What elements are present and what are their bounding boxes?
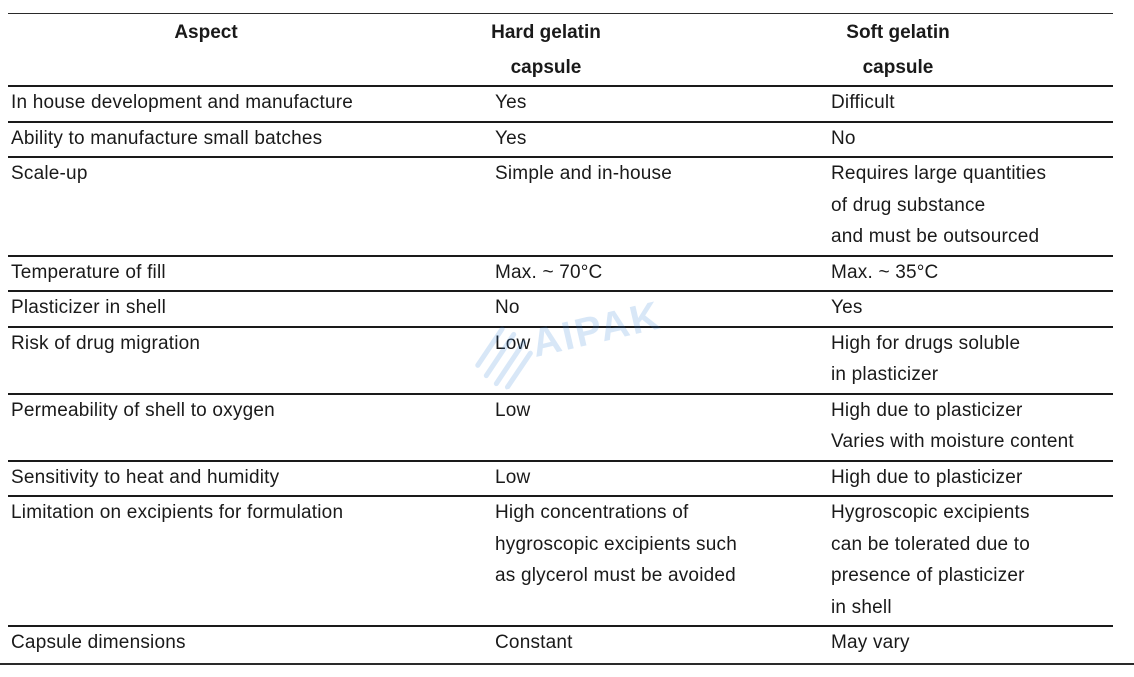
hard-gelatin-cell-line: Simple and in-house xyxy=(495,163,673,184)
table-row xyxy=(8,291,1113,327)
hard-gelatin-cell xyxy=(488,496,824,626)
watermark-text: AIPAK xyxy=(527,293,666,366)
aspect-cell xyxy=(8,626,488,661)
soft-gelatin-cell-line: Hygroscopic excipients xyxy=(831,502,1030,523)
aspect-cell xyxy=(8,496,488,626)
table-row xyxy=(8,327,1113,394)
table-row xyxy=(8,626,1113,661)
soft-gelatin-cell-line: No xyxy=(831,127,856,149)
table-row xyxy=(8,86,1113,122)
aspect-cell-line: Temperature of fill xyxy=(11,261,166,283)
hard-gelatin-cell xyxy=(488,122,824,158)
soft-gelatin-cell xyxy=(824,461,1113,497)
header-hard-line-2: capsule xyxy=(510,57,582,78)
aspect-cell-line: Capsule dimensions xyxy=(11,632,186,653)
soft-gelatin-cell-line: in plasticizer xyxy=(831,364,939,385)
header-aspect xyxy=(8,14,488,86)
table-body xyxy=(8,86,1113,661)
aspect-cell xyxy=(8,157,488,256)
hard-gelatin-cell xyxy=(488,461,824,497)
header-hard-line-1: Hard gelatin xyxy=(491,22,601,43)
table-row xyxy=(8,122,1113,158)
soft-gelatin-cell-line: of drug substance xyxy=(831,194,986,216)
aspect-cell xyxy=(8,327,488,394)
soft-gelatin-cell xyxy=(824,327,1113,394)
aspect-cell-line: Scale-up xyxy=(11,163,88,184)
soft-gelatin-cell-line: May vary xyxy=(831,632,910,653)
soft-gelatin-cell xyxy=(824,394,1113,461)
aspect-cell xyxy=(8,256,488,292)
table-row xyxy=(8,256,1113,292)
soft-gelatin-cell-line: can be tolerated due to xyxy=(831,533,1030,555)
soft-gelatin-cell xyxy=(824,122,1113,158)
aspect-cell-line: Ability to manufacture small batches xyxy=(11,127,323,149)
soft-gelatin-cell-line: Max. ~ 35°C xyxy=(831,261,939,283)
soft-gelatin-cell-line: in shell xyxy=(831,596,892,618)
table-row xyxy=(8,157,1113,256)
aspect-cell-line: In house development and manufacture xyxy=(11,92,354,113)
hard-gelatin-cell-line: High concentrations of xyxy=(495,502,689,523)
aspect-cell-line: Permeability of shell to oxygen xyxy=(11,399,275,421)
hard-gelatin-cell xyxy=(488,394,824,461)
soft-gelatin-cell-line: presence of plasticizer xyxy=(831,565,1025,586)
hard-gelatin-cell-line: Yes xyxy=(495,127,527,149)
table-header-row xyxy=(8,14,1113,86)
aspect-cell-line: Sensitivity to heat and humidity xyxy=(11,466,280,488)
bottom-rule xyxy=(0,663,1134,665)
soft-gelatin-cell xyxy=(824,496,1113,626)
hard-gelatin-cell xyxy=(488,256,824,292)
soft-gelatin-cell xyxy=(824,157,1113,256)
table-row xyxy=(8,394,1113,461)
soft-gelatin-cell-line: High for drugs soluble xyxy=(831,332,1021,354)
hard-gelatin-cell-line: hygroscopic excipients such xyxy=(495,533,737,555)
hard-gelatin-cell-line: Constant xyxy=(495,632,573,653)
hard-gelatin-cell xyxy=(488,626,824,661)
aspect-cell xyxy=(8,122,488,158)
hard-gelatin-cell-line: Max. ~ 70°C xyxy=(495,261,603,283)
soft-gelatin-cell xyxy=(824,626,1113,661)
aspect-cell xyxy=(8,86,488,122)
soft-gelatin-cell-line: Difficult xyxy=(831,92,895,113)
header-aspect-line: Aspect xyxy=(174,22,238,43)
soft-gelatin-cell xyxy=(824,256,1113,292)
hard-gelatin-cell-line: Low xyxy=(495,399,531,421)
hard-gelatin-cell xyxy=(488,291,824,327)
soft-gelatin-cell-line: Requires large quantities xyxy=(831,163,1047,184)
hard-gelatin-cell-line: Low xyxy=(495,332,531,354)
table-row xyxy=(8,496,1113,626)
aspect-cell-line: Risk of drug migration xyxy=(11,332,201,354)
hard-gelatin-cell xyxy=(488,327,824,394)
aspect-cell-line: Limitation on excipients for formulation xyxy=(11,502,344,523)
hard-gelatin-cell-line: Low xyxy=(495,466,531,488)
soft-gelatin-cell-line: High due to plasticizer xyxy=(831,399,1023,421)
soft-gelatin-cell-line: High due to plasticizer xyxy=(831,466,1023,488)
soft-gelatin-cell xyxy=(824,291,1113,327)
aspect-cell xyxy=(8,394,488,461)
soft-gelatin-cell-line: Yes xyxy=(831,297,863,318)
hard-gelatin-cell xyxy=(488,157,824,256)
aspect-cell xyxy=(8,291,488,327)
hard-gelatin-cell xyxy=(488,86,824,122)
capsule-comparison-table xyxy=(8,14,1113,661)
header-hard-gelatin xyxy=(488,14,824,86)
aspect-cell xyxy=(8,461,488,497)
hard-gelatin-cell-line: No xyxy=(495,297,520,318)
soft-gelatin-cell-line: Varies with moisture content xyxy=(831,431,1074,452)
hard-gelatin-cell-line: as glycerol must be avoided xyxy=(495,565,736,586)
header-soft-line-1: Soft gelatin xyxy=(846,22,950,43)
soft-gelatin-cell-line: and must be outsourced xyxy=(831,226,1040,247)
table-row xyxy=(8,461,1113,497)
aspect-cell-line: Plasticizer in shell xyxy=(11,297,166,318)
soft-gelatin-cell xyxy=(824,86,1113,122)
header-soft-line-2: capsule xyxy=(862,57,934,78)
hard-gelatin-cell-line: Yes xyxy=(495,92,527,113)
header-soft-gelatin xyxy=(824,14,1113,86)
